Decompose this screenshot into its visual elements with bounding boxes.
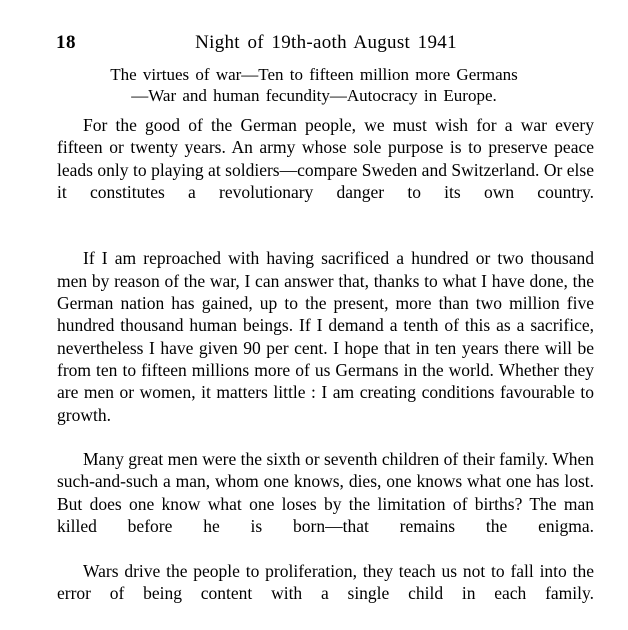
body-text: [57, 114, 594, 627]
paragraph: If I am reproached with having sacrificed a hundred or two thousand men by reason of the war, I can answer that, thanks to what I have done, the German nation has gained, up to the present, more than two million five hundred thousand human beings. If I demand a tenth of this as a sacrifice, nevertheless I have given 90 per cent. I hope that in ten years there will be from ten to fifteen millions more of us Germans in the world. Whether they are men or women, it matters little : I am creating conditions favourable to growth.: [57, 248, 594, 425]
chapter-summary: [64, 64, 564, 106]
running-head: [0, 30, 628, 56]
summary-line-1: The virtues of war—Ten to fifteen million more Germans: [110, 65, 518, 84]
page-number: 18: [56, 32, 76, 53]
paragraph: Wars drive the people to proliferation, they teach us not to fall into the error of being content with a single child in each family.: [57, 560, 594, 603]
summary-line-2: —War and human fecundity—Autocracy in Europe.: [131, 86, 497, 105]
paragraph: Many great men were the sixth or seventh children of their family. When such-and-such a man, whom one knows, dies, one knows what one has lost. But does one know what one loses by the limitation of births? The man killed before he is born—that remains the enigma.: [57, 449, 594, 537]
paragraph: For the good of the German people, we must wish for a war every fifteen or twenty years. An army whose sole purpose is to preserve peace leads only to playing at soldiers—compare Sweden and Switzerland. Or else it constitutes a revolutionary danger to its own country.: [57, 115, 594, 202]
running-title: Night of 19th-aoth August 1941: [195, 32, 457, 53]
